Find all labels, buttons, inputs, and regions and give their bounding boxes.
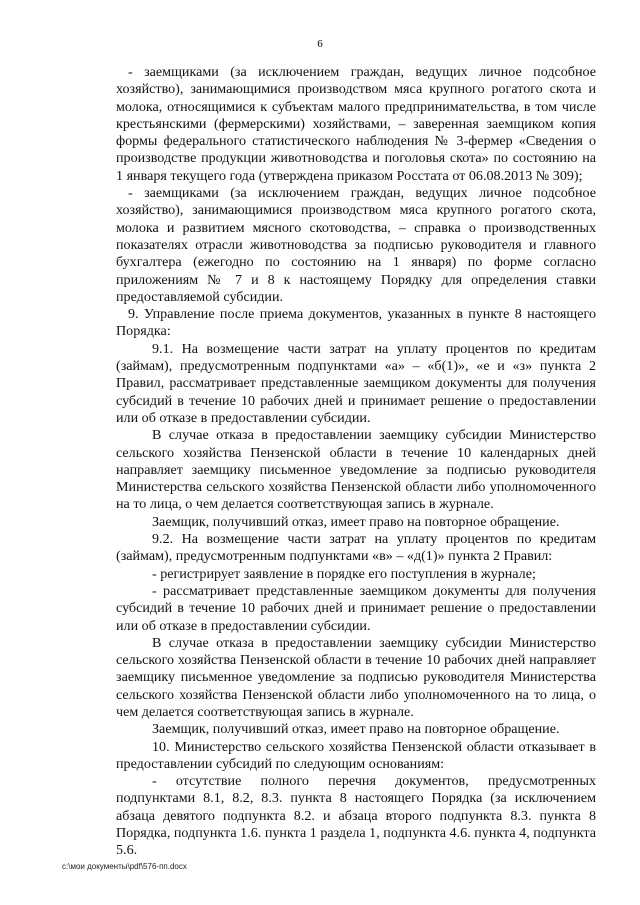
file-path-footer: c:\мои документы\pdf\576-пп.docx — [62, 862, 187, 871]
paragraph: - регистрирует заявление в порядке его поступления в журнале; — [152, 565, 536, 582]
paragraph: В случае отказа в предоставлении заемщику субсидии Министерство сельского хозяйства Пензенской области в течение 10 рабочих дней направляет заемщику письменное уведомление за подписью руководителя Министерства сельского хозяйства Пензенской области либо уполномоченного на то лица, о чем делается соответствующая запись в журнале. — [116, 634, 596, 720]
paragraph: 10. Министерство сельского хозяйства Пензенской области отказывает в предоставлении субсидий по следующим основаниям: — [116, 738, 596, 772]
page-number: 6 — [317, 38, 323, 50]
paragraph: - отсутствие полного перечня документов, предусмотренных подпунктами 8.1, 8.2, 8.3. пункта 8 настоящего Порядка (за исключением абзаца девятого подпункта 8.2. и абзаца второго подпункта 8.3. пункта 8 Порядка, подпункта 1.6. пункта 1 раздела 1, подпункта 4.6. пункта 4, подпункта 5.6. — [116, 773, 596, 859]
paragraph: В случае отказа в предоставлении заемщику субсидии Министерство сельского хозяйства Пензенской области в течение 10 календарных дней направляет заемщику письменное уведомление за подписью руководителя Министерства сельского хозяйства Пензенской области либо уполномоченного на то лица, о чем делается соответствующая запись в журнале. — [116, 427, 596, 513]
paragraph: 9.1. На возмещение части затрат на уплату процентов по кредитам (займам), предусмотренным подпунктами «а» – «б(1)», «е и «з» пункта 2 Правил, рассматривает представленные заемщиком документы для получения субсидий в течение 10 рабочих дней и принимает решение о предоставлении или об отказе в предоставлении субсидии. — [116, 340, 596, 426]
paragraph: Заемщик, получивший отказ, имеет право на повторное обращение. — [152, 721, 560, 738]
paragraph: Заемщик, получивший отказ, имеет право на повторное обращение. — [152, 513, 560, 530]
document-body — [116, 64, 596, 860]
paragraph: 9.2. На возмещение части затрат на уплату процентов по кредитам (займам), предусмотренным подпунктами «в» – «д(1)» пункта 2 Правил: — [116, 531, 596, 565]
paragraph: - заемщиками (за исключением граждан, ведущих личное подсобное хозяйство), занимающимися производством мяса крупного рогатого скота, молока и развитием мясного скотоводства, – справка о производственных показателях отрасли животноводства за подписью руководителя и главного бухгалтера (ежегодно по состоянию на 1 января) по форме согласно приложениям № 7 и 8 к настоящему Порядку для определения ставки предоставляемой субсидии. — [116, 185, 596, 305]
paragraph: - заемщиками (за исключением граждан, ведущих личное подсобное хозяйство), занимающимися производством мяса крупного рогатого скота и молока, относящимися к субъектам малого предпринимательства, в том числе крестьянскими (фермерскими) хозяйствами, – заверенная заемщиком копия формы федерального статистического наблюдения № 3-фермер «Сведения о производстве продукции животноводства и поголовья скота» по состоянию на 1 января текущего года (утверждена приказом Росстата от 06.08.2013 № 309); — [116, 64, 596, 184]
paragraph: - рассматривает представленные заемщиком документы для получения субсидий в течение 10 рабочих дней и принимает решение о предоставлении или об отказе в предоставлении субсидии. — [116, 582, 596, 634]
paragraph: 9. Управление после приема документов, указанных в пункте 8 настоящего Порядка: — [116, 306, 596, 340]
